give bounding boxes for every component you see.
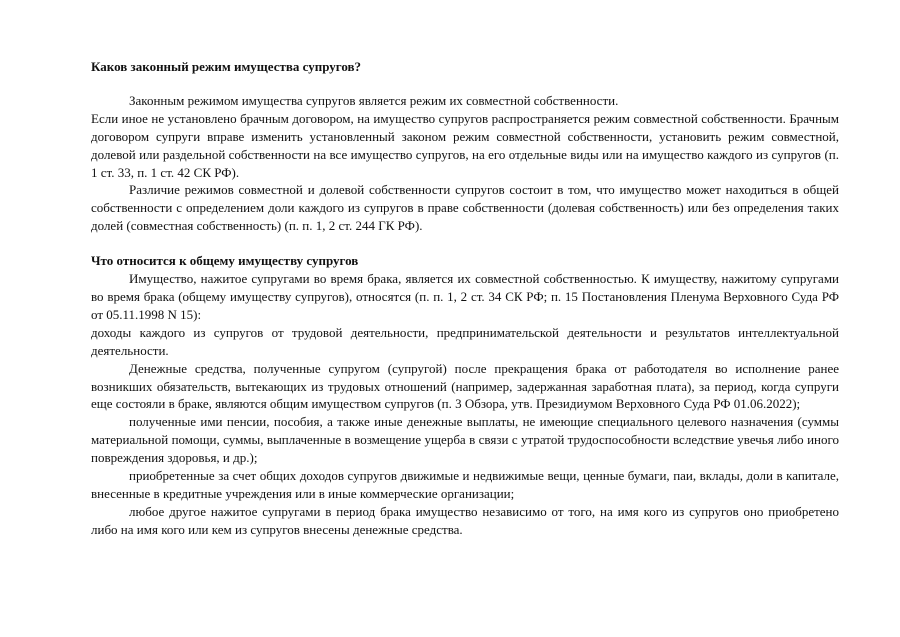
section-heading-legal-regime: Каков законный режим имущества супругов? [91,59,362,74]
paragraph-joint-vs-shared: Различие режимов совместной и долевой собственности супругов состоит в том, что имущество может находиться в общей собственности с определением доли каждого из супругов в праве собственности (долевая собственность) или без определения таких долей (совместная собственность) (п. п. 1, 2 ст. 244 ГК РФ). [91,182,839,234]
paragraph-legal-regime: Законным режимом имущества супругов является режим их совместной собственности. [129,92,619,108]
paragraph-delayed-wages: Денежные средства, полученные супругом (супругой) после прекращения брака от работодателя во исполнение ранее возникших обязательств, вытекающих из трудовых отношений (например, задержанная заработная плата), за период, когда супруги еще состояли в браке, являются общим имуществом супругов (п. 3 Обзора, утв. Президиумом Верховного Суда РФ 01.06.2022); [91,360,839,412]
document-page [91,58,839,539]
paragraph-income: доходы каждого из супругов от трудовой деятельности, предпринимательской деятельности и результатов интеллектуальной деятельности. [91,324,839,358]
section-heading-common-property: Что относится к общему имуществу супругов [91,253,359,269]
paragraph-marriage-contract: Если иное не установлено брачным договором, на имущество супругов распространяется режим совместной собственности. Брачным договором супруги вправе изменить установленный законом режим совместной собственности, установить режим совместной, долевой или раздельной собственности на все имущество супругов, на его отдельные виды или на имущество каждого из супругов (п. 1 ст. 33, п. 1 ст. 42 СК РФ). [91,110,839,180]
paragraph-other-property: любое другое нажитое супругами в период брака имущество независимо от того, на имя кого из супругов оно приобретено либо на имя кого или кем из супругов внесены денежные средства. [91,503,839,537]
paragraph-pensions: полученные ими пенсии, пособия, а также иные денежные выплаты, не имеющие специального целевого назначения (суммы материальной помощи, суммы, выплаченные в возмещение ущерба в связи с утратой трудоспособности вследствие увечья либо иного повреждения здоровья, и др.); [91,414,839,466]
paragraph-acquired-assets: приобретенные за счет общих доходов супругов движимые и недвижимые вещи, ценные бумаги, паи, вклады, доли в капитале, внесенные в кредитные учреждения или в иные коммерческие организации; [91,468,839,501]
paragraph-common-property-intro: Имущество, нажитое супругами во время брака, является их совместной собственностью. К имуществу, нажитому супругами во время брака (общему имуществу супругов), относятся (п. п. 1, 2 ст. 34 СК РФ; п. 15 Постановления Пленума Верховного Суда РФ от 05.11.1998 N 15): [91,271,839,322]
